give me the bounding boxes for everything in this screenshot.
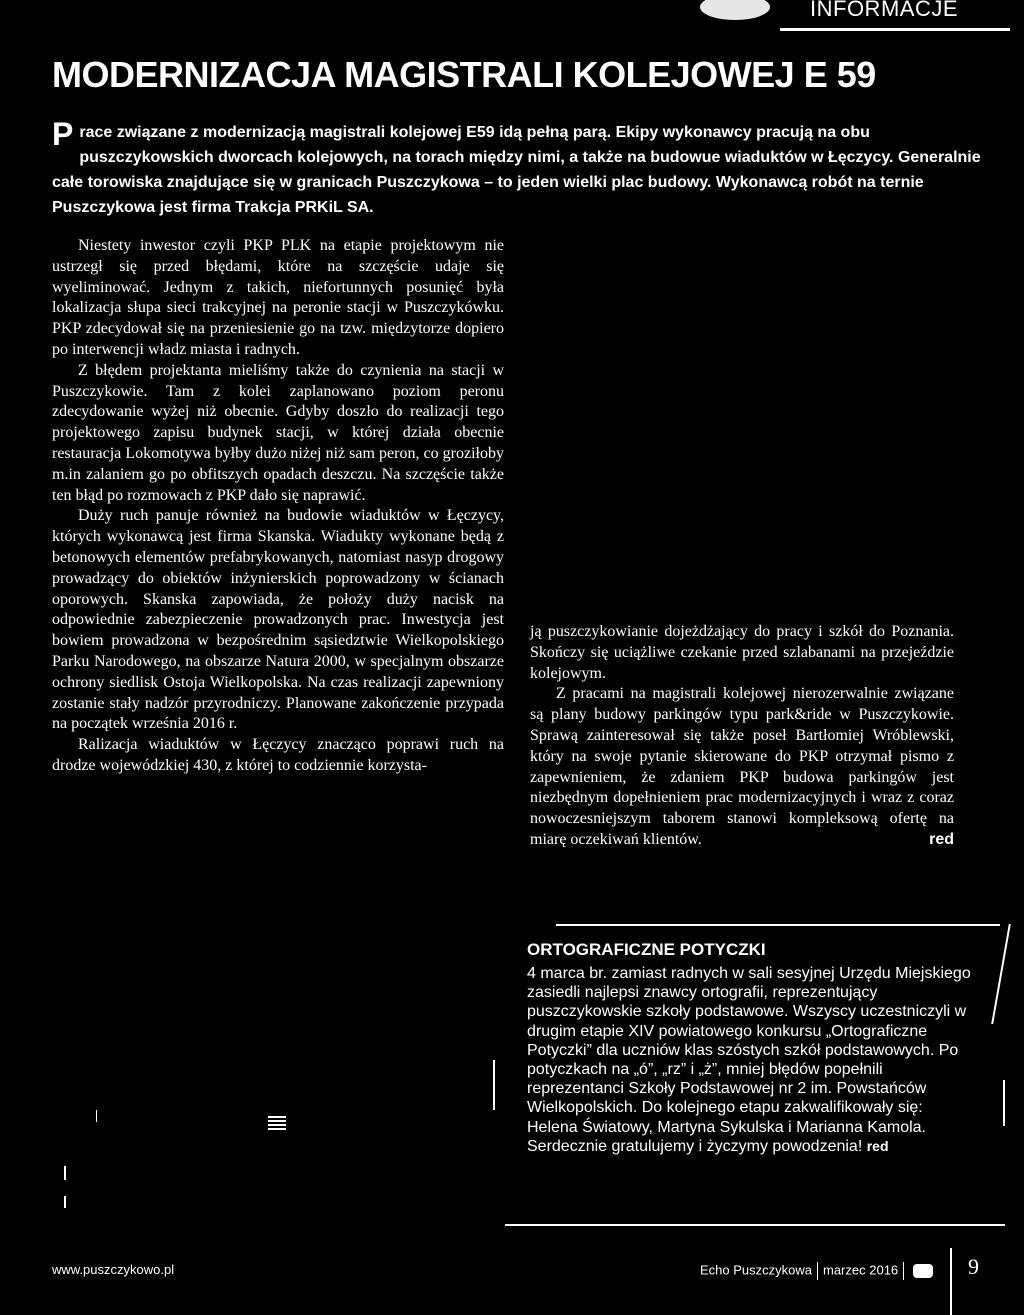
sidebar-body: [527, 964, 972, 1156]
article-continuation: ją puszczykowianie dojeżdżający do pracy i szkół do Poznania. Skończy się uciążliwe czekanie przed szlabanami na przejeździe kolejowym.: [530, 623, 954, 682]
sidebar-signature: red: [866, 1137, 889, 1154]
article-column-1: [52, 236, 504, 777]
sidebar-title: ORTOGRAFICZNE POTYCZKI: [527, 940, 766, 959]
sidebar-frame-right: [991, 924, 1011, 1024]
decorative-mark: [493, 1060, 495, 1110]
lead-text: race związane z modernizacją magistrali kolejowej E59 idą pełną parą. Ekipy wykonawcy pracują na obu puszczykowskich dworcach kolejowych, na torach między nimi, a także na budowue wiaduktów w Łęczycy. Generalnie całe torowiska znajdujące się w granicach Puszczykowa – to jeden wielki plac budowy. Wykonawcą robót na ternie Puszczykowa jest firma Trakcja PRKiL SA.: [52, 124, 981, 216]
footer-url: www.puszczykowo.pl: [52, 1262, 175, 1277]
decorative-mark: [64, 1196, 66, 1208]
footer-publication-info: [700, 1262, 937, 1280]
decorative-mark: [96, 1110, 97, 1122]
footer-separator: [903, 1262, 904, 1280]
decorative-mark: [64, 1166, 66, 1180]
decorative-mark: [1003, 1080, 1005, 1126]
sidebar-frame-top: [556, 924, 1000, 926]
page-number-bar: [950, 1248, 952, 1315]
footer-issue: marzec 2016: [823, 1262, 899, 1278]
footer-publication: Echo Puszczykowa: [700, 1262, 812, 1278]
article-paragraph-text: Z pracami na magistrali kolejowej nierozerwalnie związane są plany budowy parkingów typu park&ride w Puszczykowie. Sprawą zainteresował się także poseł Bartłomiej Wróblewski, który na swoje pytanie skierowane do PKP otrzymał pismo z zapewnieniem, że zdaniem PKP budowa parkingów jest niezbędnym dopełnieniem prac modernizacyjnych i wraz z coraz nowoczesniejszym taborem stanowi kompleksową ofertę na miarę oczekiwań klientów.: [530, 685, 954, 848]
decorative-mark: [268, 1116, 286, 1132]
page-title: MODERNIZACJA MAGISTRALI KOLEJOWEJ E 59: [52, 54, 876, 95]
article-paragraph: Duży ruch panuje również na budowie wiaduktów w Łęczycy, których wykonawcą jest firma Skanska. Wiadukty wykonane będą z betonowych elementów prefabrykowanych, natomiast nasyp drogowy prowadzący do obiektów inżynierskich poprowadzony w ścianach oporowych. Skanska zapowiada, że położy duży nacisk na odpowiednie zabezpieczenie prowadzonych prac. Inwestycja jest bowiem prowadzona w bezpośrednim sąsiedztwie Wielkopolskiego Parku Narodowego, na obszarze Natura 2000, w specjalnym obszarze ochrony siedlisk Ostoja Wielkopolska. Na czas realizacji zapewniony zostanie stały nadzór przyrodniczy. Planowane zakończenie przypada na początek września 2016 r.: [52, 507, 504, 733]
echo-logo-icon: [913, 1264, 933, 1278]
sidebar-text: 4 marca br. zamiast radnych w sali sesyjnej Urzędu Miejskiego zasiedli najlepsi znawcy ortografii, reprezentujący puszczykowskie szkoły podstawowe. Wszyscy uczestniczyli w drugim etapie XIV powiatowego konkursu „Ortograficzne Potyczki” dla uczniów klas szóstych szkół podstawowych. Po potyczkach na „ó”, „rz” i „ż”, mniej błędów popełnili reprezentanci Szkoły Podstawowej nr 2 im. Powstańców Wielkopolskich. Do kolejnego etapu zakwalifikowały się: Helena Światowy, Martyna Sykulska i Marianna Kamola. Serdecznie gratulujemy i życzymy powodzenia!: [527, 965, 971, 1155]
article-paragraph: Z błędem projektanta mieliśmy także do czynienia na stacji w Puszczykowie. Tam z kolei zaplanowano poziom peronu zdecydowanie wyżej niż obecnie. Gdyby doszło do realizacji tego projektowego zapisu budynek stacji, w której działa obecnie restauracja Lokomotywa byłby dużo niżej niż sam peron, co groziłoby m.in zalaniem go po obfitszych opadach deszczu. Na szczęście także ten błąd po rozmowach z PKP dało się naprawić.: [52, 361, 504, 504]
article-paragraph: Ralizacja wiaduktów w Łęczycy znacząco poprawi ruch na drodze wojewódzkiej 430, z której to codziennie korzysta-: [52, 736, 504, 774]
section-rule: [780, 28, 1010, 31]
article-signature: red: [929, 830, 954, 848]
lead-dropcap: P: [52, 116, 74, 152]
article-paragraph: Niestety inwestor czyli PKP PLK na etapie projektowym nie ustrzegł się przed błędami, które na szczęście udaje się wyeliminować. Jednym z takich, niefortunnych posunięć była lokalizacja słupa sieci trakcyjnej na peronie stacji w Puszczykówku. PKP zdecydował się na przeniesienie go na tzw. międzytorze dopiero po interwencji władz miasta i radnych.: [52, 237, 504, 358]
section-label: INFORMACJE: [810, 0, 958, 21]
lead-paragraph: [52, 116, 982, 220]
sidebar-frame-bottom: [505, 1224, 1005, 1226]
page-number: 9: [968, 1254, 979, 1279]
article-paragraph: [530, 684, 954, 850]
article-column-2: [530, 622, 954, 851]
decorative-photo-fragment: [700, 0, 770, 20]
footer-separator: [817, 1262, 818, 1280]
